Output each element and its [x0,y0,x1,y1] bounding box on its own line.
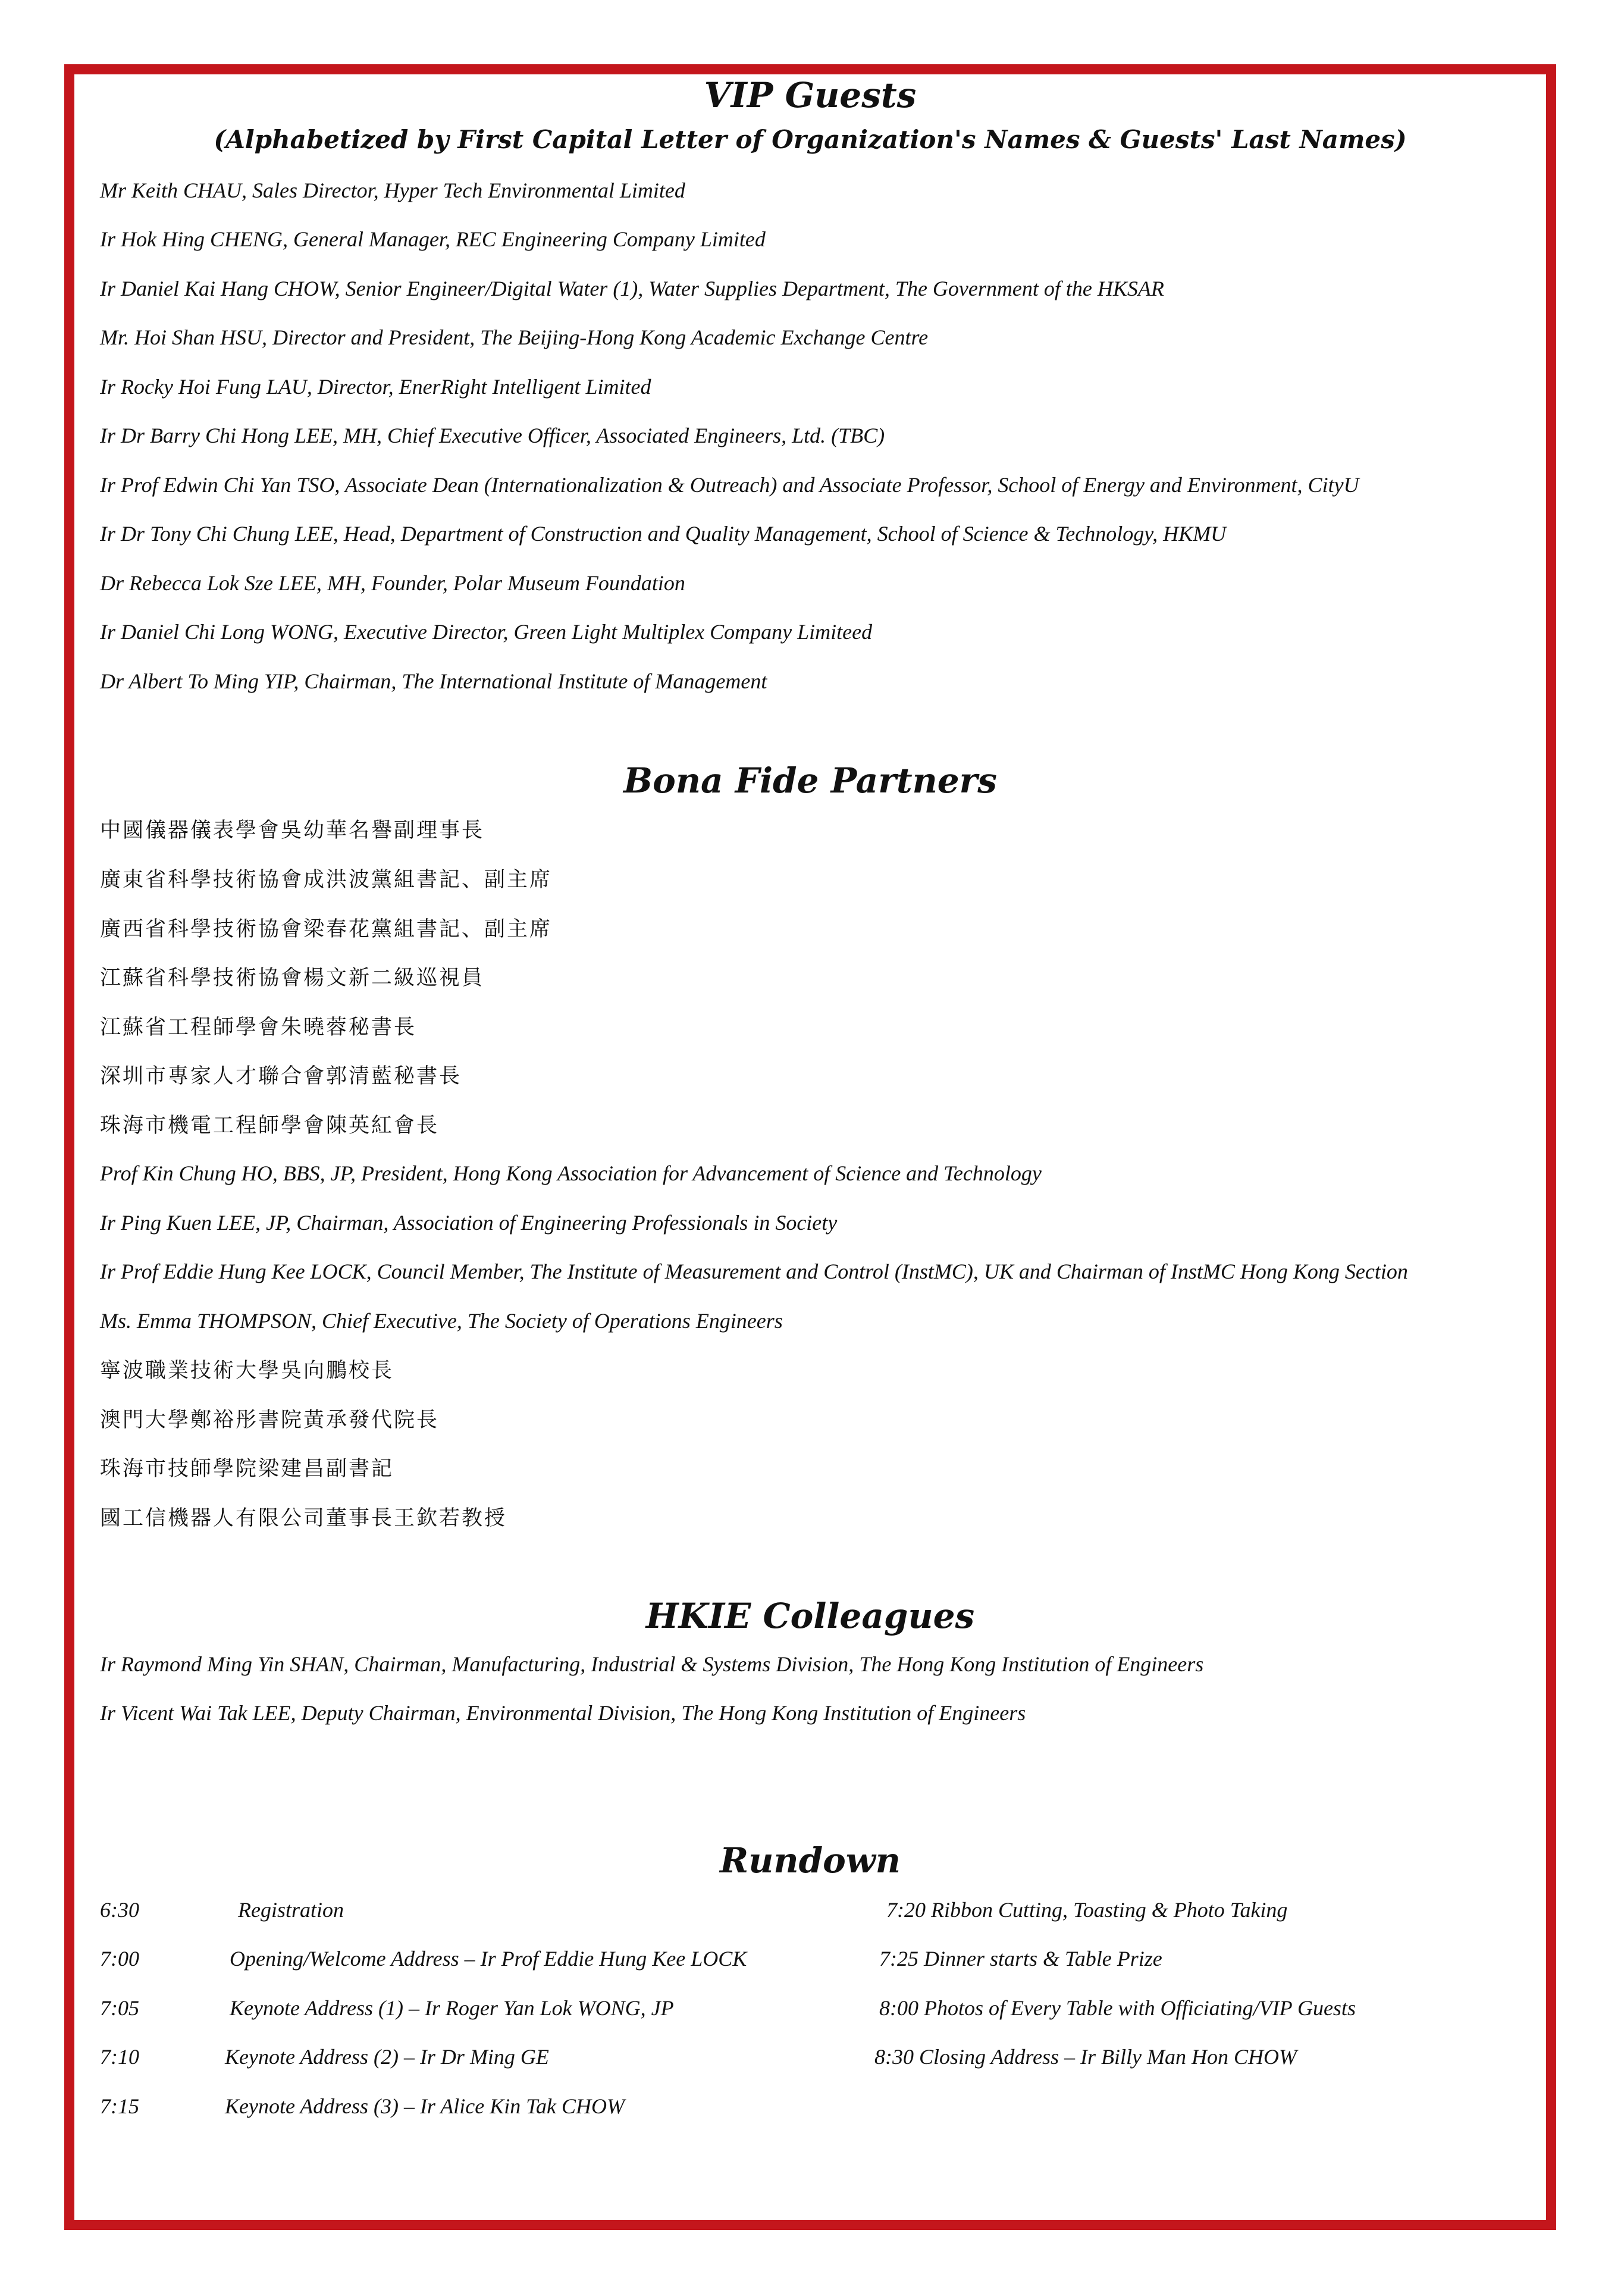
rundown-right-item: 7:25 Dinner starts & Table Prize [879,1947,1162,1971]
vip-guest-item: Ir Dr Barry Chi Hong LEE, MH, Chief Executive Officer, Associated Engineers, Ltd. (TBC) [100,424,885,447]
vip-guest-item: Ir Prof Edwin Chi Yan TSO, Associate Dean (Internationalization & Outreach) and Associate Professor, School of Energy and Environment, CityU [100,473,1359,497]
partner-item: 珠海市機電工程師學會陳英紅會長 [100,1114,440,1138]
vip-title: VIP Guests [704,75,917,115]
partner-item: 國工信機器人有限公司董事長王欽若教授 [100,1506,507,1530]
vip-guest-item: Dr Albert To Ming YIP, Chairman, The International Institute of Management [100,669,767,693]
partner-item: Ir Ping Kuen LEE, JP, Chairman, Association of Engineering Professionals in Society [100,1211,838,1235]
partner-item: Prof Kin Chung HO, BBS, JP, President, Hong Kong Association for Advancement of Science and Technology [100,1161,1042,1185]
vip-guest-item: Dr Rebecca Lok Sze LEE, MH, Founder, Polar Museum Foundation [100,571,685,595]
partner-item: 珠海市技師學院梁建昌副書記 [100,1457,394,1481]
partner-item: 中國儀器儀表學會吳幼華名譽副理事長 [100,819,485,842]
rundown-right-item: 8:00 Photos of Every Table with Officiating/VIP Guests [879,1996,1356,2020]
vip-guest-item: Ir Rocky Hoi Fung LAU, Director, EnerRight Intelligent Limited [100,375,651,399]
vip-guest-item: Ir Dr Tony Chi Chung LEE, Head, Department of Construction and Quality Management, School of Science & Technology, HKMU [100,522,1227,546]
partners-title: Bona Fide Partners [623,760,997,801]
rundown-event: Registration [238,1898,344,1922]
partner-item: 江蘇省科學技術協會楊文新二級巡視員 [100,966,485,990]
vip-guest-item: Ir Hok Hing CHENG, General Manager, REC Engineering Company Limited [100,227,766,251]
partner-item: 廣西省科學技術協會梁春花黨組書記、副主席 [100,917,553,941]
vip-guest-item: Mr. Hoi Shan HSU, Director and President, The Beijing-Hong Kong Academic Exchange Centre [100,325,929,349]
partner-item: 澳門大學鄭裕彤書院黃承發代院長 [100,1408,440,1432]
rundown-event: Opening/Welcome Address – Ir Prof Eddie Hung Kee LOCK [230,1947,747,1971]
rundown-right-item: 8:30 Closing Address – Ir Billy Man Hon CHOW [874,2045,1297,2069]
hkie-colleague-item: Ir Raymond Ming Yin SHAN, Chairman, Manufacturing, Industrial & Systems Division, The Hong Kong Institution of Engineers [100,1652,1204,1676]
rundown-event: Keynote Address (1) – Ir Roger Yan Lok WONG, JP [230,1996,674,2020]
rundown-event: Keynote Address (3) – Ir Alice Kin Tak CHOW [225,2094,625,2118]
rundown-time: 7:00 [100,1947,139,1971]
vip-guest-item: Mr Keith CHAU, Sales Director, Hyper Tech Environmental Limited [100,178,685,202]
partner-item: Ir Prof Eddie Hung Kee LOCK, Council Member, The Institute of Measurement and Control (InstMC), UK and Chairman of InstMC Hong Kong Section [100,1260,1408,1283]
rundown-right-item: 7:20 Ribbon Cutting, Toasting & Photo Taking [886,1898,1288,1922]
hkie-colleague-item: Ir Vicent Wai Tak LEE, Deputy Chairman, Environmental Division, The Hong Kong Institution of Engineers [100,1701,1026,1725]
vip-guest-item: Ir Daniel Kai Hang CHOW, Senior Engineer/Digital Water (1), Water Supplies Department, The Government of the HKSAR [100,277,1164,300]
partner-item: Ms. Emma THOMPSON, Chief Executive, The Society of Operations Engineers [100,1309,783,1333]
rundown-time: 6:30 [100,1898,139,1922]
partner-item: 寧波職業技術大學吳向鵬校長 [100,1359,394,1383]
rundown-time: 7:10 [100,2045,139,2069]
partner-item: 江蘇省工程師學會朱曉蓉秘書長 [100,1016,417,1039]
hkie-title: HKIE Colleagues [645,1596,975,1636]
vip-subtitle: (Alphabetized by First Capital Letter of Organization's Names & Guests' Last Names) [214,125,1407,154]
rundown-title: Rundown [720,1840,901,1881]
partner-item: 深圳市專家人才聯合會郭清藍秘書長 [100,1064,462,1088]
rundown-time: 7:05 [100,1996,139,2020]
vip-guest-item: Ir Daniel Chi Long WONG, Executive Director, Green Light Multiplex Company Limiteed [100,620,873,644]
rundown-event: Keynote Address (2) – Ir Dr Ming GE [225,2045,549,2069]
rundown-time: 7:15 [100,2094,139,2118]
partner-item: 廣東省科學技術協會成洪波黨組書記、副主席 [100,868,553,892]
